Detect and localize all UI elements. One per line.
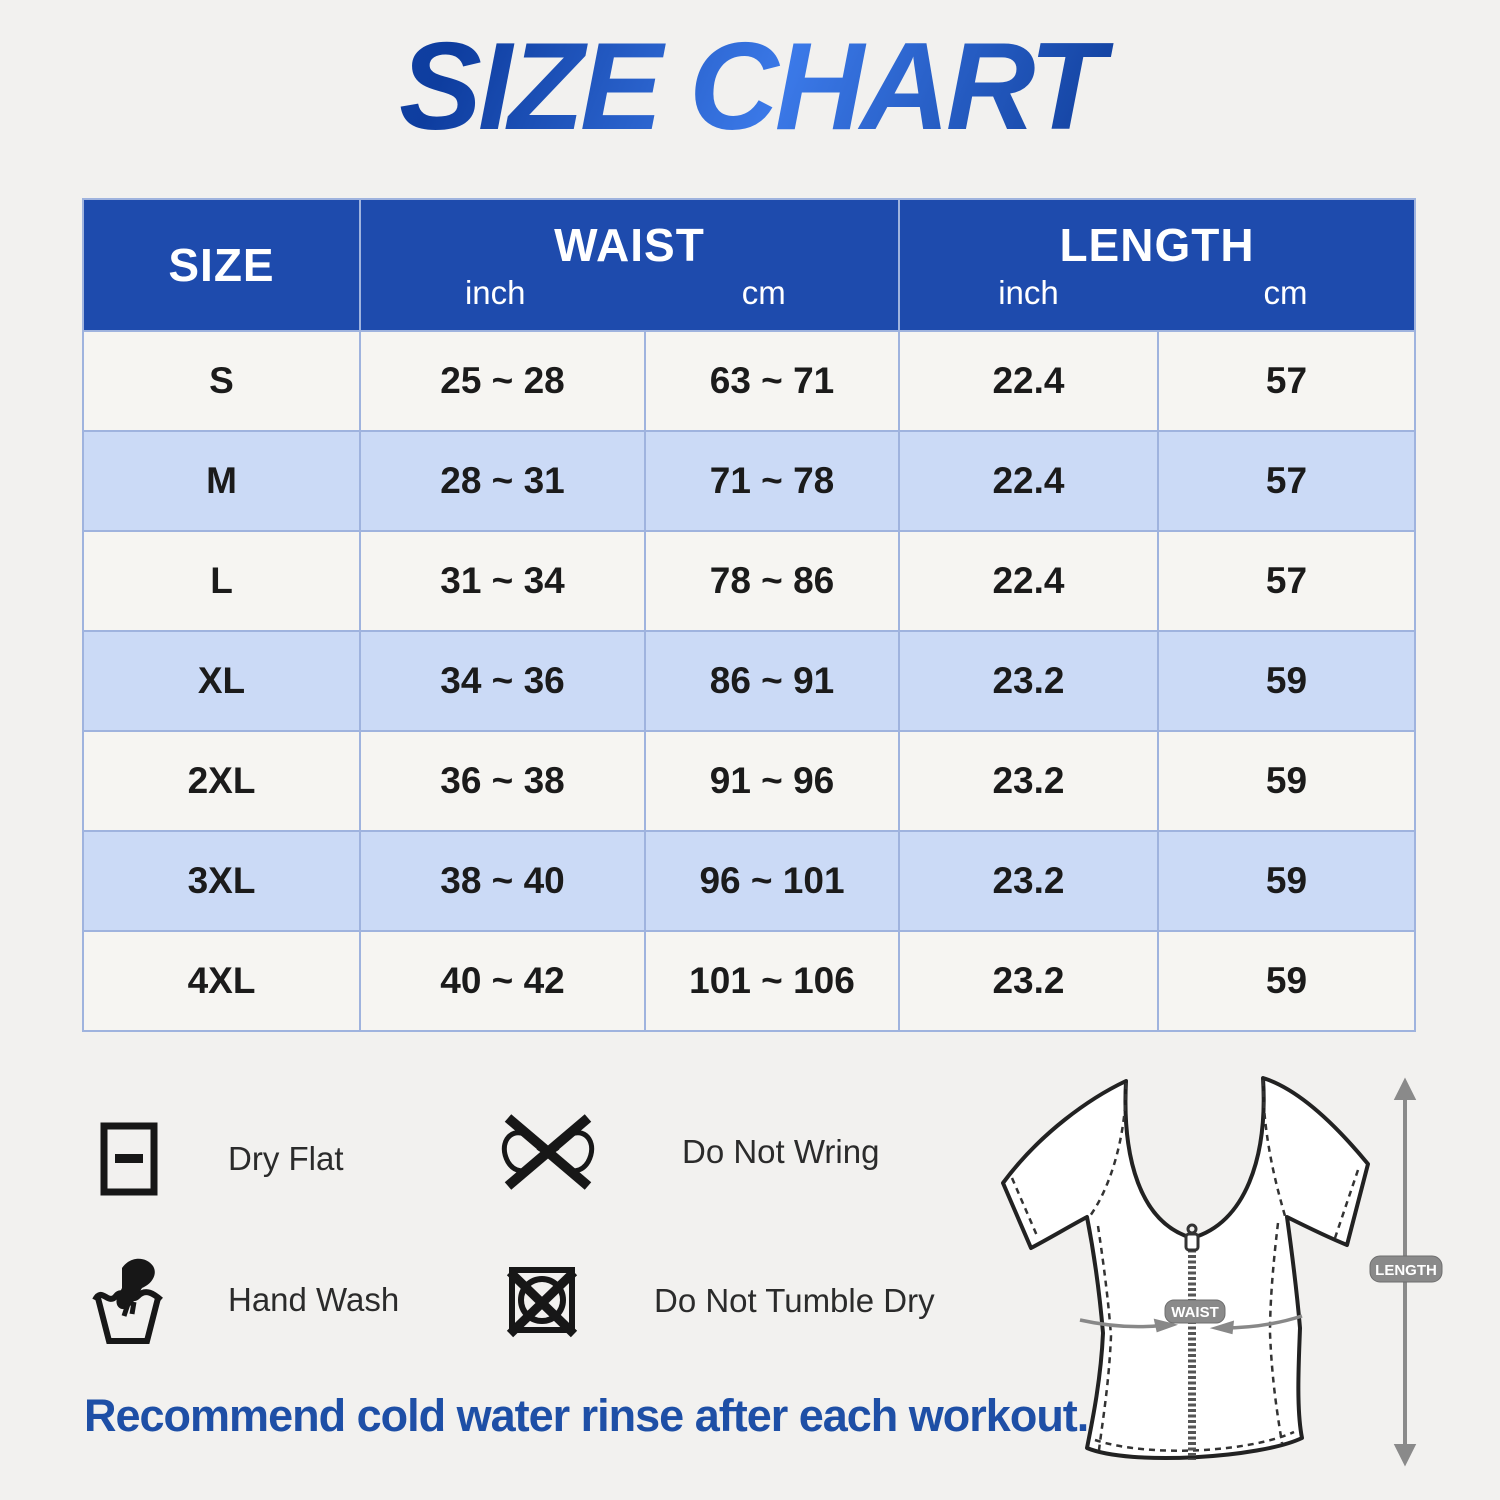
- cell-waist-cm: 91 ~ 96: [646, 732, 898, 830]
- care-label-hand-wash: Hand Wash: [228, 1281, 400, 1318]
- cell-waist-inch: 31 ~ 34: [361, 532, 644, 630]
- cell-waist-inch: 36 ~ 38: [361, 732, 644, 830]
- page-title: SIZE CHART: [0, 16, 1500, 158]
- footer-note: Recommend cold water rinse after each workout.: [84, 1390, 1089, 1441]
- length-badge-label: LENGTH: [1375, 1262, 1437, 1279]
- do-not-tumble-dry-icon: [502, 1262, 582, 1340]
- cell-size: 4XL: [84, 932, 359, 1030]
- care-item-hand-wash: [92, 1254, 399, 1346]
- header-length: [900, 200, 1414, 330]
- cell-size: L: [84, 532, 359, 630]
- care-item-dry-flat: [100, 1122, 344, 1196]
- header-size: [84, 200, 359, 330]
- cell-length-cm: 57: [1159, 532, 1414, 630]
- cell-waist-cm: 96 ~ 101: [646, 832, 898, 930]
- care-label-do-not-wring: Do Not Wring: [682, 1133, 880, 1170]
- cell-waist-cm: 63 ~ 71: [646, 332, 898, 430]
- cell-size: 3XL: [84, 832, 359, 930]
- header-size-label: SIZE: [168, 239, 275, 291]
- header-waist-unit-cm: cm: [741, 274, 786, 311]
- cell-length-cm: 57: [1159, 332, 1414, 430]
- zipper-pull: [1186, 1234, 1198, 1250]
- cell-length-cm: 57: [1159, 432, 1414, 530]
- dry-flat-icon: [100, 1122, 158, 1196]
- header-waist-label: WAIST: [554, 219, 705, 271]
- cell-length-cm: 59: [1159, 832, 1414, 930]
- care-label-do-not-tumble-dry: Do Not Tumble Dry: [654, 1282, 935, 1319]
- cell-waist-inch: 38 ~ 40: [361, 832, 644, 930]
- cell-size: XL: [84, 632, 359, 730]
- care-label-dry-flat: Dry Flat: [228, 1140, 344, 1177]
- cell-waist-cm: 78 ~ 86: [646, 532, 898, 630]
- cell-length-inch: 22.4: [900, 532, 1157, 630]
- do-not-wring-icon: [494, 1112, 602, 1192]
- cell-waist-cm: 101 ~ 106: [646, 932, 898, 1030]
- header-length-unit-inch: inch: [998, 274, 1059, 311]
- cell-length-inch: 23.2: [900, 632, 1157, 730]
- cell-length-inch: 23.2: [900, 832, 1157, 930]
- care-item-do-not-tumble-dry: [502, 1262, 935, 1340]
- cell-waist-inch: 25 ~ 28: [361, 332, 644, 430]
- cell-length-cm: 59: [1159, 732, 1414, 830]
- header-waist: [361, 200, 898, 330]
- cell-length-inch: 22.4: [900, 332, 1157, 430]
- cell-waist-inch: 40 ~ 42: [361, 932, 644, 1030]
- cell-waist-cm: 71 ~ 78: [646, 432, 898, 530]
- cell-waist-inch: 28 ~ 31: [361, 432, 644, 530]
- size-table: [82, 198, 1416, 1032]
- header-length-label: LENGTH: [1059, 219, 1255, 271]
- header-waist-unit-inch: inch: [464, 274, 526, 311]
- cell-length-cm: 59: [1159, 932, 1414, 1030]
- cell-size: M: [84, 432, 359, 530]
- cell-length-inch: 22.4: [900, 432, 1157, 530]
- care-item-do-not-wring: [494, 1112, 879, 1192]
- hand-wash-icon: [92, 1254, 164, 1346]
- cell-size: S: [84, 332, 359, 430]
- cell-length-inch: 23.2: [900, 932, 1157, 1030]
- waist-badge-label: WAIST: [1171, 1304, 1219, 1321]
- cell-length-cm: 59: [1159, 632, 1414, 730]
- cell-waist-cm: 86 ~ 91: [646, 632, 898, 730]
- header-length-unit-cm: cm: [1263, 274, 1308, 311]
- cell-length-inch: 23.2: [900, 732, 1157, 830]
- cell-waist-inch: 34 ~ 36: [361, 632, 644, 730]
- cell-size: 2XL: [84, 732, 359, 830]
